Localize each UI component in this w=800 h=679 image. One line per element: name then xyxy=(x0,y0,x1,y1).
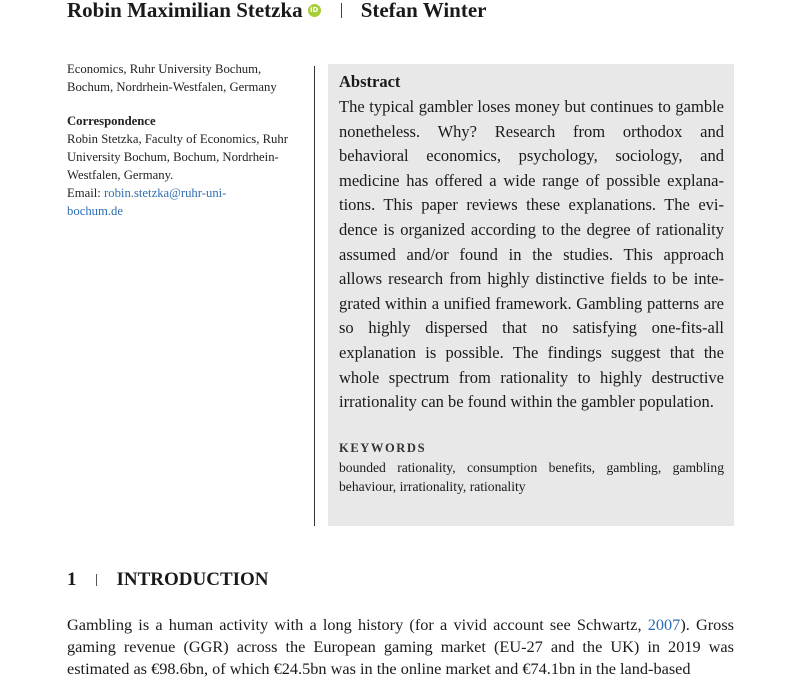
section-separator xyxy=(96,574,97,586)
author-name-2: Stefan Winter xyxy=(360,0,487,22)
email-link-part-2[interactable]: bochum.de xyxy=(67,204,124,218)
citation-link[interactable]: 2007 xyxy=(647,615,681,634)
section-heading xyxy=(67,569,269,591)
email-label: Email: xyxy=(67,186,104,200)
vertical-divider xyxy=(314,66,315,526)
email-link-part-1[interactable]: robin.stetzka@ruhr-uni- xyxy=(104,186,227,200)
orcid-icon[interactable]: iD xyxy=(308,4,321,17)
author-name-1: Robin Maximilian Stetzka xyxy=(67,0,303,22)
section-title: INTRODUCTION xyxy=(116,569,269,590)
abstract-box xyxy=(328,64,734,526)
author-separator xyxy=(341,3,342,18)
correspondence-line-2: University Bochum, Bochum, Nordrhein- xyxy=(67,150,279,164)
body-text-end: ). Gross gaming revenue (GGR) across the European gaming market (EU-27 and the UK) in 2019 was estimated as €98.6bn, of which €24.5bn was in the online market and €74.1bn in the land-based xyxy=(67,615,734,678)
keywords-heading: KEYWORDS xyxy=(339,440,427,455)
correspondence xyxy=(67,112,307,220)
correspondence-heading: Correspondence xyxy=(67,114,156,128)
abstract-title: Abstract xyxy=(339,72,401,91)
abstract-text: The typical gambler loses money but continues to gamble nonetheless. Why? Research from orthodox and behavioral economics, psychology, sociology, and medicine has offered a wide range of possible explanations. This paper reviews these explanations. The evidence is organized according to the degree of rationality assumed and/or found in the studies. This approach allows research from highly distinctive fields to be integrated within a unified framework. Gambling patterns are so highly dispersed that no satisfying one-fits-all explanation is possible. The findings suggest that the whole spectrum from rationality to highly destructive irrationality can be found within the gambler population. xyxy=(339,97,724,412)
author-line xyxy=(67,0,487,24)
keywords-list: bounded rationality, consumption benefits, gambling, gambling behaviour, irrationality, rationality xyxy=(339,459,724,495)
body-paragraph xyxy=(67,614,734,679)
affiliation-line-2: Bochum, Nordrhein-Westfalen, Germany xyxy=(67,80,277,94)
affiliation xyxy=(67,60,307,96)
section-number: 1 xyxy=(67,569,77,590)
correspondence-line-1: Robin Stetzka, Faculty of Economics, Ruhr xyxy=(67,132,288,146)
article-sidebar xyxy=(67,60,307,220)
correspondence-line-3: Westfalen, Germany. xyxy=(67,168,174,182)
body-text-start: Gambling is a human activity with a long history (for a vivid account see Schwartz, xyxy=(67,615,648,634)
affiliation-line-1: Economics, Ruhr University Bochum, xyxy=(67,62,262,76)
